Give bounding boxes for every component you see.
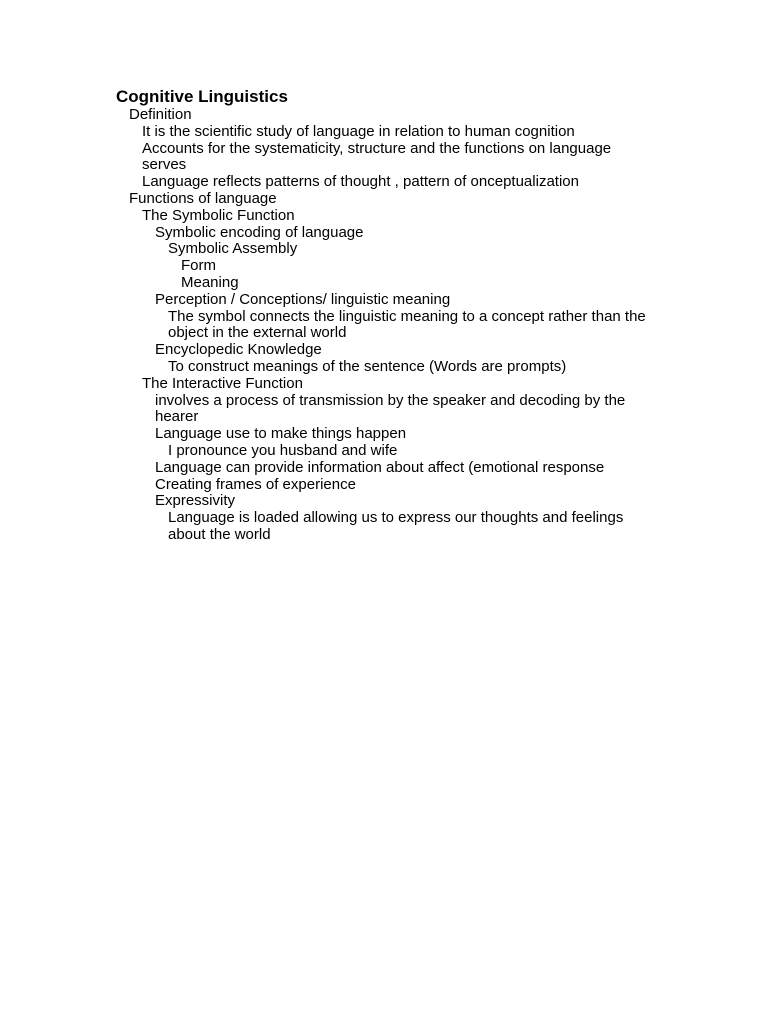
outline-item: It is the scientific study of language in relation to human cognition (142, 122, 575, 140)
document-title: Cognitive Linguistics (116, 87, 288, 106)
outline-item: Expressivity (155, 492, 236, 510)
outline-item: I pronounce you husband and wife (168, 441, 398, 459)
outline-item: To construct meanings of the sentence (Words are prompts) (168, 357, 567, 375)
outline-item: The Interactive Function (142, 374, 303, 392)
outline-item: Definition (129, 106, 192, 123)
outline-item: Creating frames of experience (155, 475, 356, 493)
outline-item: Encyclopedic Knowledge (155, 341, 322, 359)
outline-item: Language is loaded allowing us to express our thoughts and feelings about the world (168, 509, 624, 543)
outline-item: Meaning (181, 273, 239, 291)
outline-item: Symbolic Assembly (168, 240, 298, 258)
outline-item: Form (181, 257, 216, 275)
outline-item: Language can provide information about affect (emotional response (155, 458, 605, 476)
outline-item: Perception / Conceptions/ linguistic meaning (155, 290, 451, 308)
outline-item: Language reflects patterns of thought , pattern of onceptualization (142, 173, 579, 191)
outline-item: The Symbolic Function (142, 206, 295, 224)
document-page (116, 86, 656, 544)
outline-item: Functions of language (129, 189, 277, 207)
outline-item: Symbolic encoding of language (155, 223, 364, 241)
outline-item: involves a process of transmission by the speaker and decoding by the hearer (155, 391, 626, 426)
outline-item: Accounts for the systematicity, structure and the functions on language serves (142, 139, 612, 174)
outline-list (116, 107, 656, 544)
outline-item: The symbol connects the linguistic meaning to a concept rather than the object in the external world (168, 307, 646, 342)
outline-item: Language use to make things happen (155, 425, 407, 443)
